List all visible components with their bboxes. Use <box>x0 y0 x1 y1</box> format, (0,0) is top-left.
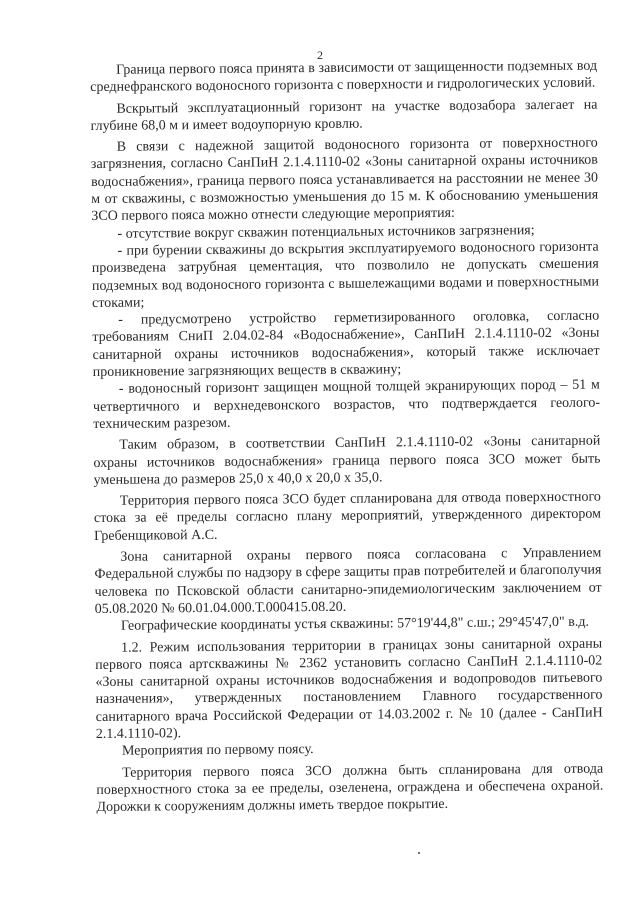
paragraph-first-belt-boundary: Граница первого пояса принята в зависимости от защищенности подземных вод среднефранского водоносного горизонта с поверхности и гидрологических условий. <box>90 58 598 96</box>
document-body <box>90 58 604 817</box>
page-number: 2 <box>317 48 323 62</box>
paragraph-usage-regime: 1.2. Режим использования территории в границах зоны санитарной охраны первого пояса артскважины № 2362 установить согласно СанПиН 2.1.4.1110-02 «Зоны санитарной охраны источников водоснабжения и водопроводов питьевого назначения», утвержденных постановлением Главного государственного санитарного врача Российской Федерации от 14.03.2002 г. № 10 (далее - СанПиН 2.1.4.1110-02). <box>95 636 603 742</box>
paragraph-coordinates: Географические координаты устья скважины: 57°19'44,8" с.ш.; 29°45'47,0" в.д. <box>120 614 590 634</box>
paragraph-approval: Зона санитарной охраны первого пояса согласована с Управлением Федеральной службы по надзору в сфере защиты прав потребителей и благополучия человека по Псковской области санитарно-эпидемиологическим заключением от 05.08.2020 № 60.01.04.000.Т.000415.08.20. <box>94 545 602 617</box>
list-item-no-pollution-sources: - отсутствие вокруг скважин потенциальных источников загрязнения; <box>117 222 535 242</box>
paragraph-reduced-dimensions: Таким образом, в соответствии СанПиН 2.1.4.1110-02 «Зоны санитарной охраны источников водоснабжения» граница первого пояса ЗСО может быть уменьшена до размеров 25,0 х 40,0 х 20,0 х 35,0. <box>93 433 601 488</box>
list-item-sealed-wellhead: - предусмотрено устройство герметизированного оголовка, согласно требованиям СниП 2.04.02-84 «Водоснабжение», СанПиН 2.1.4.1110-02 «Зоны санитарной охраны источников водоснабжения», который также исключает проникновение загрязняющих веществ в скважину; <box>92 308 600 381</box>
list-item-protective-layer: - водоносный горизонт защищен мощной толщей экранирующих пород – 51 м четвертичного и верхнедевонского возрастов, что подтверждается геолого-техническим разрезом. <box>92 377 601 432</box>
list-item-cementation: - при бурении скважины до вскрытия эксплуатируемого водоносного горизонта произведена затрубная цементация, что позволило не допускать смешения подземных вод водоносного горизонта с вышележащими водами и поверхностными стоками; <box>91 239 600 311</box>
paragraph-aquifer-depth: Вскрытый эксплуатационный горизонт на участке водозабора залегает на глубине 68,0 м и имеет водоупорную кровлю. <box>90 97 598 134</box>
paragraph-territory-requirements: Территория первого пояса ЗСО должна быть спланирована для отвода поверхностного стока за ее пределы, озеленена, ограждена и обеспечена охраной. Дорожки к сооружениям должны иметь твердое покрытие. <box>96 761 604 816</box>
paragraph-territory-planning: Территория первого пояса ЗСО будет спланирована для отвода поверхностного стока за её пределы согласно плану мероприятий, утвержденного директором Гребенщиковой А.С. <box>93 489 602 544</box>
paragraph-measures-heading: Мероприятия по первому поясу. <box>121 742 314 760</box>
paragraph-sanpin-boundary: В связи с надежной защитой водоносного горизонта от поверхностного загрязнения, согласно СанПиН 2.1.4.1110-02 «Зоны санитарной охраны источников водоснабжения», граница первого пояса устанавливается на расстоянии не менее 30 м от скважины, с возможностью уменьшения до 15 м. К обоснованию уменьшения ЗСО первого пояса можно отнести следующие мероприятия: <box>90 135 599 225</box>
scan-speck <box>418 852 420 854</box>
